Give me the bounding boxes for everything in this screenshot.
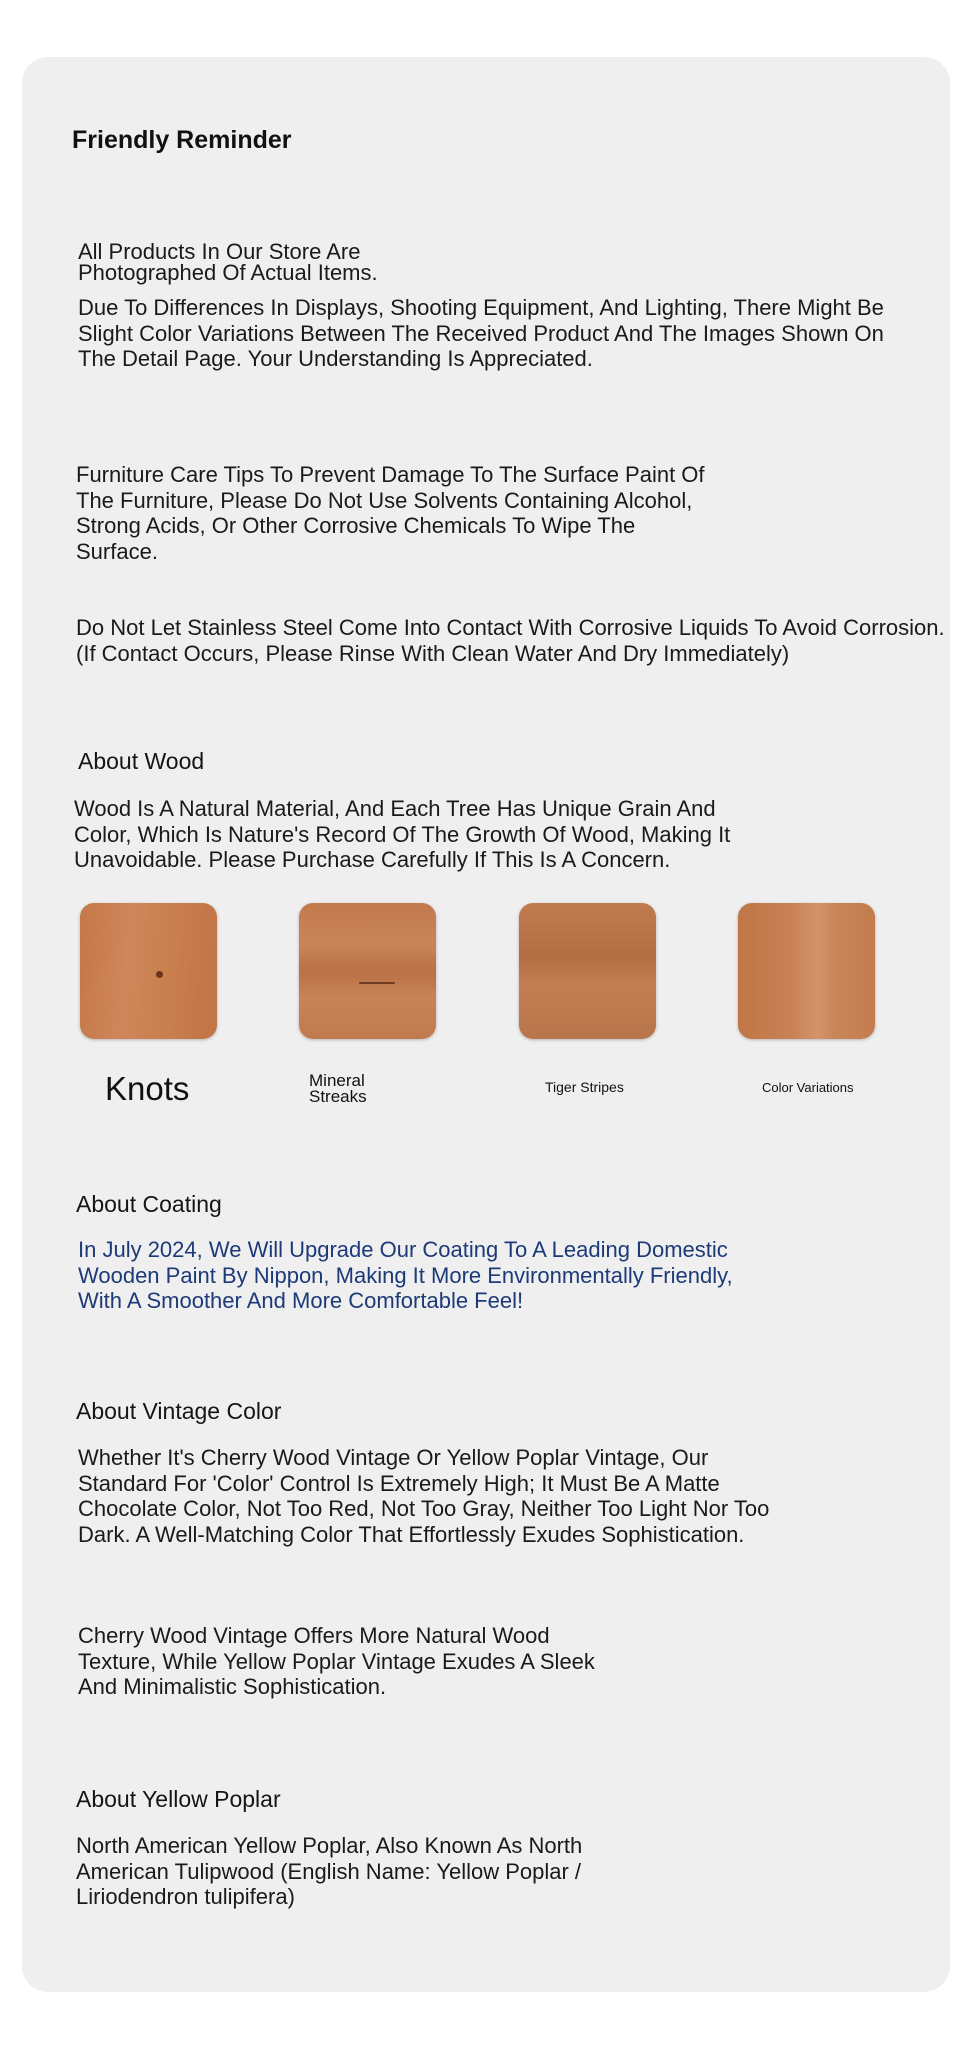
about-vintage-text-1: Whether It's Cherry Wood Vintage Or Yellow Poplar Vintage, Our Standard For 'Color' Control Is Extremely High; It Must Be A Matte Chocolate Color, Not Too Red, Not Too Gray, Neither Too Light Nor Too Dark. A Well-Matching Color That Effortlessly Exudes Sophistication. <box>78 1445 770 1547</box>
wood-sample-label-tiger-stripes: Tiger Stripes <box>545 1079 624 1095</box>
streak-mark <box>359 982 395 984</box>
about-vintage-text-2: Cherry Wood Vintage Offers More Natural Wood Texture, While Yellow Poplar Vintage Exudes A Sleek And Minimalistic Sophistication. <box>78 1623 595 1699</box>
wood-sample-label-knots: Knots <box>105 1070 190 1107</box>
reminder-line-1: All Products In Our Store Are <box>78 239 361 264</box>
about-poplar-text: North American Yellow Poplar, Also Known As North American Tulipwood (English Name: Yellow Poplar / Liriodendron tulipifera) <box>76 1833 583 1909</box>
wood-sample-knots-image <box>80 903 217 1039</box>
reminder-title: Friendly Reminder <box>72 126 292 154</box>
wood-sample-mineral-streaks-image <box>299 903 436 1039</box>
reminder-line-2: Photographed Of Actual Items. <box>78 260 378 285</box>
wood-sample-label-mineral-streaks: Mineral Streaks <box>309 1071 367 1106</box>
about-wood-heading: About Wood <box>78 748 205 774</box>
about-coating-heading: About Coating <box>76 1191 222 1217</box>
wood-sample-color-variations-image <box>738 903 875 1039</box>
wood-sample-label-color-variations: Color Variations <box>762 1080 854 1095</box>
about-poplar-heading: About Yellow Poplar <box>76 1786 281 1812</box>
wood-sample-tiger-stripes-image <box>519 903 656 1039</box>
about-coating-text: In July 2024, We Will Upgrade Our Coating To A Leading Domestic Wooden Paint By Nippon, Making It More Environmentally Friendly, With A Smoother And More Comfortable Feel! <box>78 1237 733 1313</box>
care-tip-stainless-steel: Do Not Let Stainless Steel Come Into Contact With Corrosive Liquids To Avoid Corrosion. (If Contact Occurs, Please Rinse With Clean Water And Dry Immediately) <box>76 615 945 666</box>
care-tip-solvents: Furniture Care Tips To Prevent Damage To The Surface Paint Of The Furniture, Please Do Not Use Solvents Containing Alcohol, Strong Acids, Or Other Corrosive Chemicals To Wipe The Surface. <box>76 462 705 564</box>
about-wood-text: Wood Is A Natural Material, And Each Tree Has Unique Grain And Color, Which Is Nature's Record Of The Growth Of Wood, Making It Unavoidable. Please Purchase Carefully If This Is A Concern. <box>74 796 731 872</box>
about-vintage-heading: About Vintage Color <box>76 1398 282 1424</box>
knot-mark <box>156 971 163 978</box>
reminder-note: Due To Differences In Displays, Shooting Equipment, And Lighting, There Might Be Slight Color Variations Between The Received Product And The Images Shown On The Detail Page. Your Understanding Is Appreciated. <box>78 295 884 371</box>
